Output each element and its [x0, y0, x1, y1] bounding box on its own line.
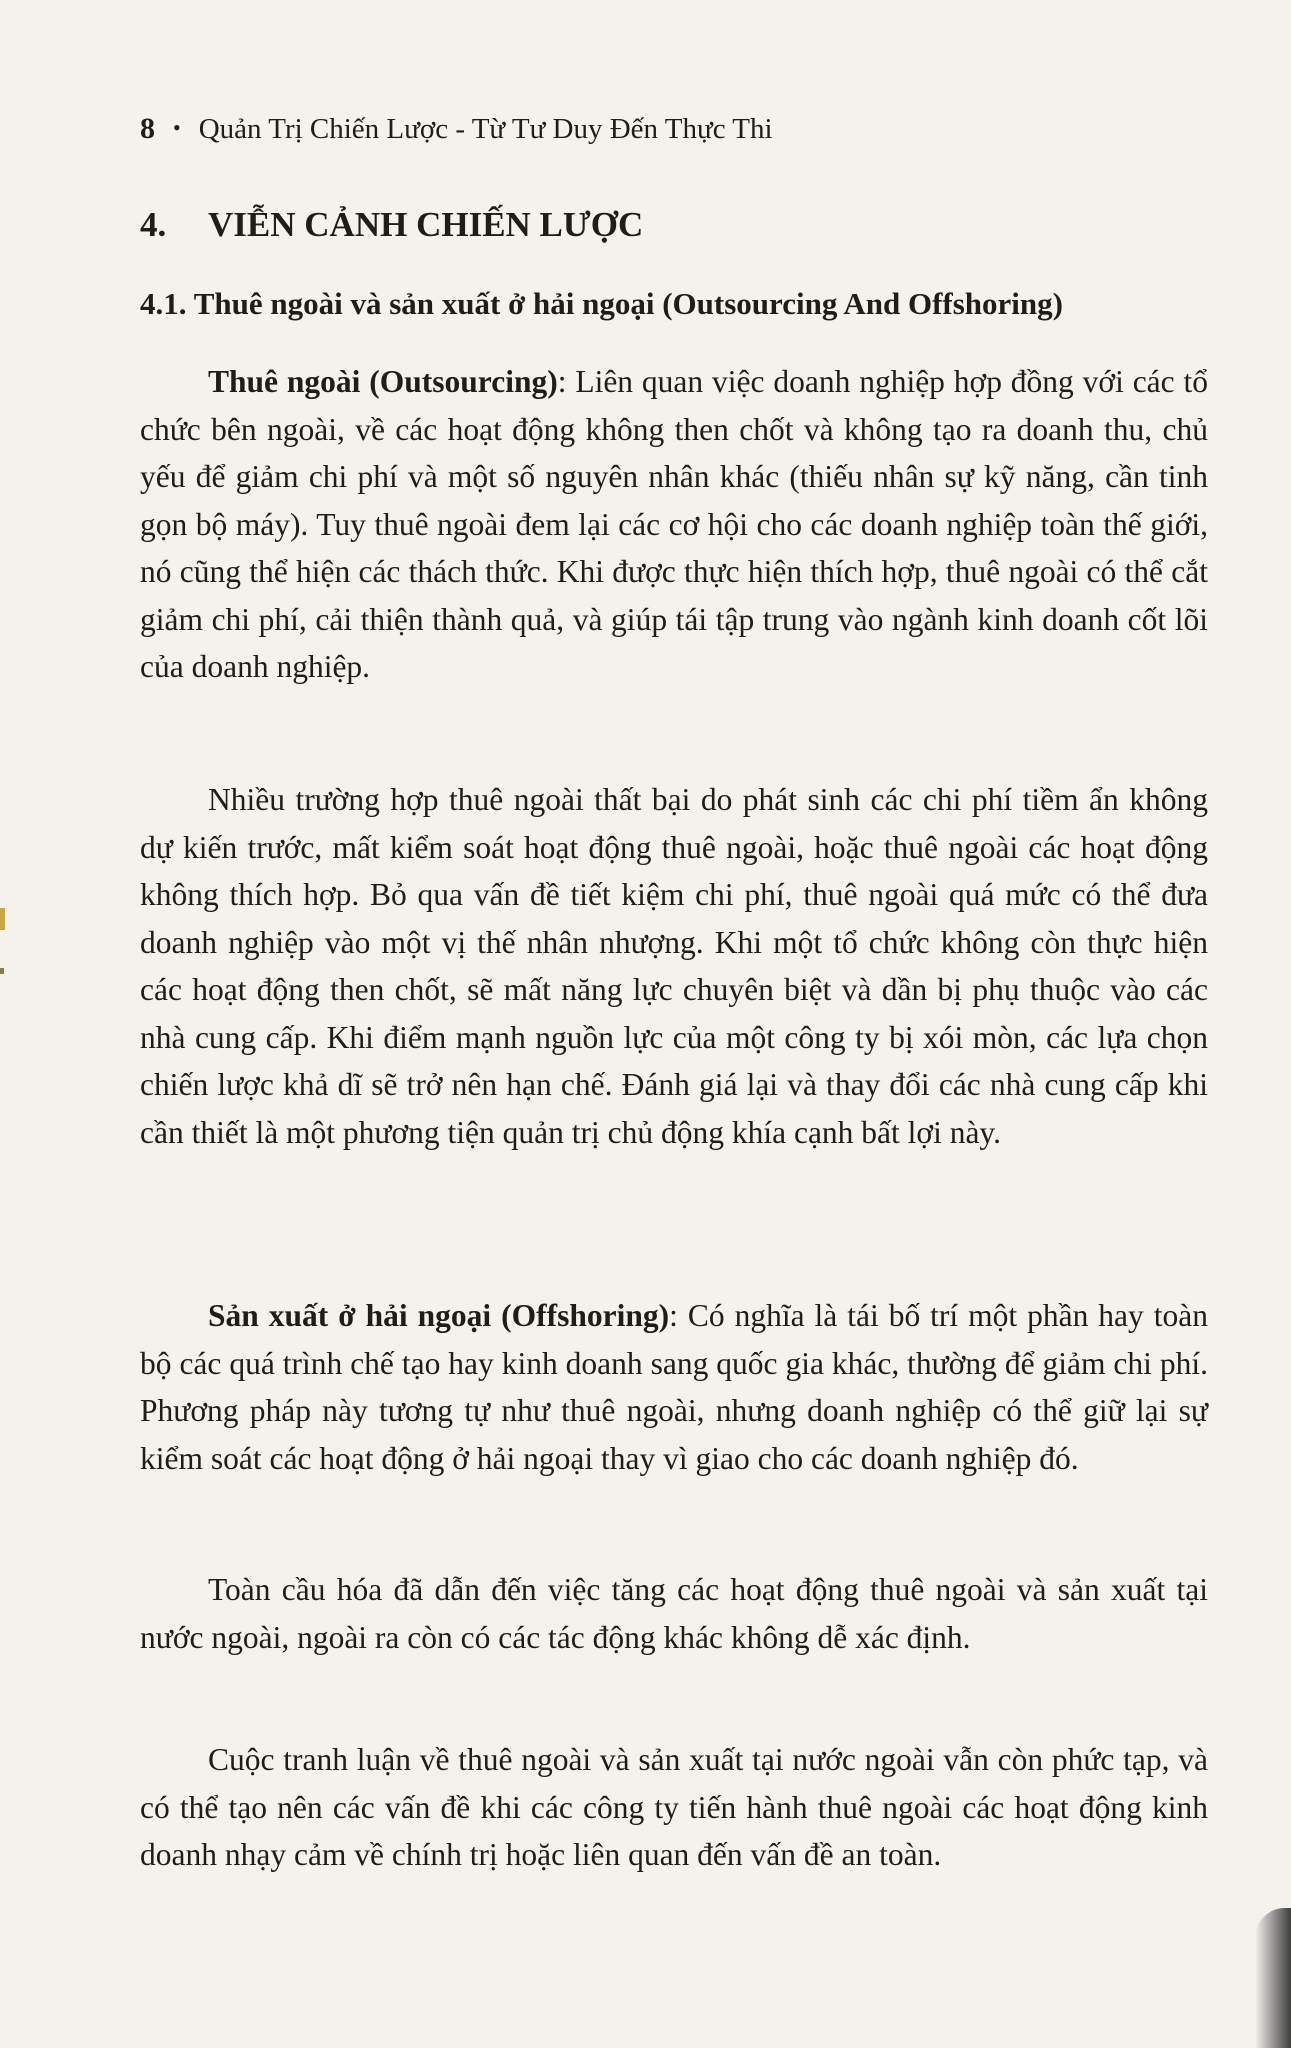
paragraph-globalization: Toàn cầu hóa đã dẫn đến việc tăng các hoạt động thuê ngoài và sản xuất tại nước ngoài, ngoài ra còn có các tác động khác không dễ xác định. [140, 1572, 1208, 1655]
term-outsourcing: Thuê ngoài (Outsourcing) [208, 364, 558, 399]
section-title: VIỄN CẢNH CHIẾN LƯỢC [208, 205, 644, 244]
paragraph-offshoring [140, 1292, 1208, 1482]
page-corner-shadow [1255, 1908, 1291, 2048]
section-number: 4. [140, 205, 167, 244]
book-title: Quản Trị Chiến Lược - Từ Tư Duy Đến Thực Thi [198, 113, 773, 145]
paragraph-outsourcing [140, 358, 1208, 691]
page-number: 8 [140, 112, 155, 145]
section-heading [140, 205, 643, 245]
paragraph-text: : Liên quan việc doanh nghiệp hợp đồng với các tổ chức bên ngoài, về các hoạt động không then chốt và không tạo ra doanh thu, chủ yếu để giảm chi phí và một số nguyên nhân khác (thiếu nhân sự kỹ năng, cần tinh gọn bộ máy). Tuy thuê ngoài đem lại các cơ hội cho các doanh nghiệp toàn thế giới, nó cũng thể hiện các thách thức. Khi được thực hiện thích hợp, thuê ngoài có thể cắt giảm chi phí, cải thiện thành quả, và giúp tái tập trung vào ngành kinh doanh cốt lõi của doanh nghiệp. [140, 364, 1208, 684]
header-bullet: • [173, 115, 181, 140]
running-header [140, 112, 773, 146]
term-offshoring: Sản xuất ở hải ngoại (Offshoring) [208, 1298, 670, 1333]
page-edge-mark-small [0, 968, 4, 974]
paragraph-text: : Có nghĩa là tái bố trí một phần hay toàn bộ các quá trình chế tạo hay kinh doanh sang quốc gia khác, thường để giảm chi phí. Phương pháp này tương tự như thuê ngoài, nhưng doanh nghiệp có thể giữ lại sự kiểm soát các hoạt động ở hải ngoại thay vì giao cho các doanh nghiệp đó. [140, 1298, 1208, 1476]
subsection-heading: 4.1. Thuê ngoài và sản xuất ở hải ngoại (Outsourcing And Offshoring) [140, 286, 1063, 321]
paragraph-outsourcing-risks: Nhiều trường hợp thuê ngoài thất bại do phát sinh các chi phí tiềm ẩn không dự kiến trước, mất kiểm soát hoạt động thuê ngoài, hoặc thuê ngoài các hoạt động không thích hợp. Bỏ qua vấn đề tiết kiệm chi phí, thuê ngoài quá mức có thể đưa doanh nghiệp vào một vị thế nhân nhượng. Khi một tổ chức không còn thực hiện các hoạt động then chốt, sẽ mất năng lực chuyên biệt và dần bị phụ thuộc vào các nhà cung cấp. Khi điểm mạnh nguồn lực của một công ty bị xói mòn, các lựa chọn chiến lược khả dĩ sẽ trở nên hạn chế. Đánh giá lại và thay đổi các nhà cung cấp khi cần thiết là một phương tiện quản trị chủ động khía cạnh bất lợi này. [140, 782, 1208, 1150]
paragraph-debate: Cuộc tranh luận về thuê ngoài và sản xuất tại nước ngoài vẫn còn phức tạp, và có thể tạo nên các vấn đề khi các công ty tiến hành thuê ngoài các hoạt động kinh doanh nhạy cảm về chính trị hoặc liên quan đến vấn đề an toàn. [140, 1742, 1208, 1872]
page-edge-mark [0, 908, 5, 930]
